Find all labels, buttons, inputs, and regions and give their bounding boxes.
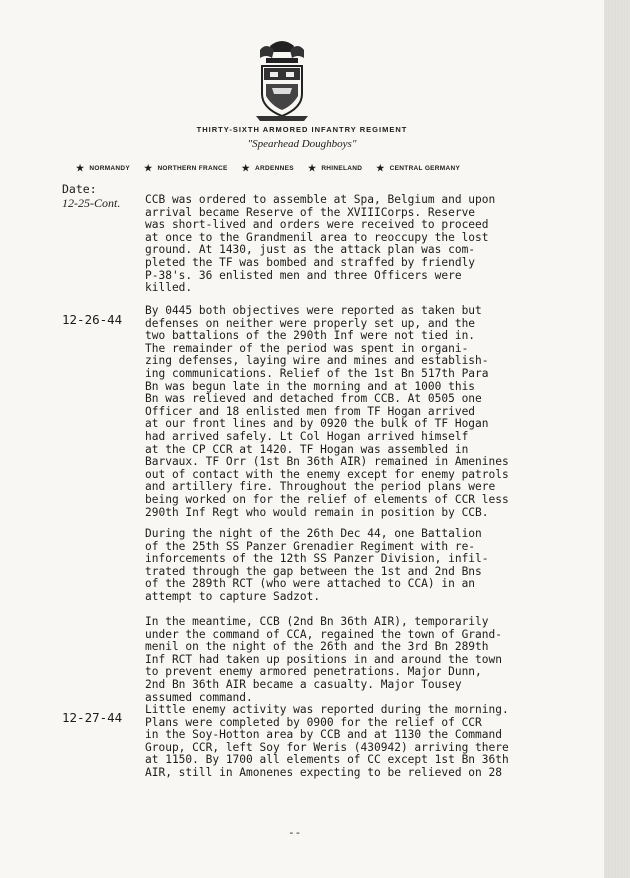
campaign-item: ★ CENTRAL GERMANY (376, 163, 461, 173)
star-icon: ★ (241, 163, 251, 173)
campaign-list (76, 163, 596, 174)
regimental-crest-icon (252, 36, 312, 122)
star-icon: ★ (76, 163, 85, 173)
star-icon: ★ (307, 163, 317, 173)
campaign-item: ★ ARDENNES (241, 163, 294, 173)
entry-paragraph: CCB was ordered to assemble at Spa, Belgium and upon arrival became Reserve of the XVIIICorps. Reserve was short-lived and orders were received to proceed at once to the Grandmenil area to reoccupy the lost ground. At 1430, just as the attack plan was com- pleted the TF was bombed and straffed by friendly P-38's. 36 enlisted men and three Officers were killed. (145, 193, 496, 295)
entry-date: 12-26-44 (62, 312, 123, 327)
book-page-edges (604, 0, 630, 878)
entry-paragraph: During the night of the 26th Dec 44, one Battalion of the 25th SS Panzer Grenadier Regiment with re- inforcements of the 12th SS Panzer Division, infil- trated through the gap between the 1st and 2nd Bns of the 289th RCT (who were attached to CCA) in an attempt to capture Sadzot. (145, 527, 489, 603)
regiment-motto: "Spearhead Doughboys" (247, 138, 357, 150)
entry-paragraph: In the meantime, CCB (2nd Bn 36th AIR), temporarily under the command of CCA, regained the town of Grand- menil on the night of the 26th and the 3rd Bn 289th Inf RCT had taken up positions in and around the town to prevent enemy armored penetrations. Major Dunn, 2nd Bn 36th AIR became a casualty. Major Tousey assumed command. (145, 615, 502, 704)
date-label: Date: (62, 182, 97, 196)
date-continued: 12-25-Cont. (62, 196, 121, 210)
campaign-item: ★ RHINELAND (307, 163, 363, 173)
star-icon: ★ (144, 163, 153, 173)
entry-date: 12-27-44 (62, 710, 123, 725)
campaign-item: ★ NORTHERN FRANCE (144, 163, 228, 173)
regiment-title: THIRTY-SIXTH ARMORED INFANTRY REGIMENT (196, 125, 408, 134)
star-icon: ★ (376, 163, 385, 173)
entry-paragraph: By 0445 both objectives were reported as taken but defenses on neither were properly set up, and the two battalions of the 290th Inf were not tied in. The remainder of the period was spent in organi- zing defenses, laying wire and mines and establish- ing communications. Relief of the 1st Bn 517th Para Bn was begun late in the morning and at 1000 this Bn was relieved and detached from CCB. At 0505 one Officer and 18 enlisted men from TF Hogan arrived at our front lines and by 0920 the bulk of TF Hogan had arrived safely. Lt Col Hogan arrived himself at the CP CCR at 1420. TF Hogan was assembled in Barvaux. TF Orr (1st Bn 36th AIR) remained in Amenines out of contact with the enemy except for enemy patrols and artillery fire. Throughout the period plans were being worked on for the relief of elements of CCR less 290th Inf Regt who would remain in position by CCB. (145, 304, 509, 519)
entry-paragraph: Little enemy activity was reported during the morning. Plans were completed by 0900 for the relief of CCR in the Soy-Hotton area by CCB and at 1130 the Command Group, CCR, left Soy for Weris (430942) arriving there at 1150. By 1700 all elements of CC except 1st Bn 36th AIR, still in Amonenes expecting to be relieved on 28 (145, 703, 509, 779)
campaign-item: ★ NORMANDY (76, 163, 131, 173)
page-footer: -- (288, 826, 302, 839)
